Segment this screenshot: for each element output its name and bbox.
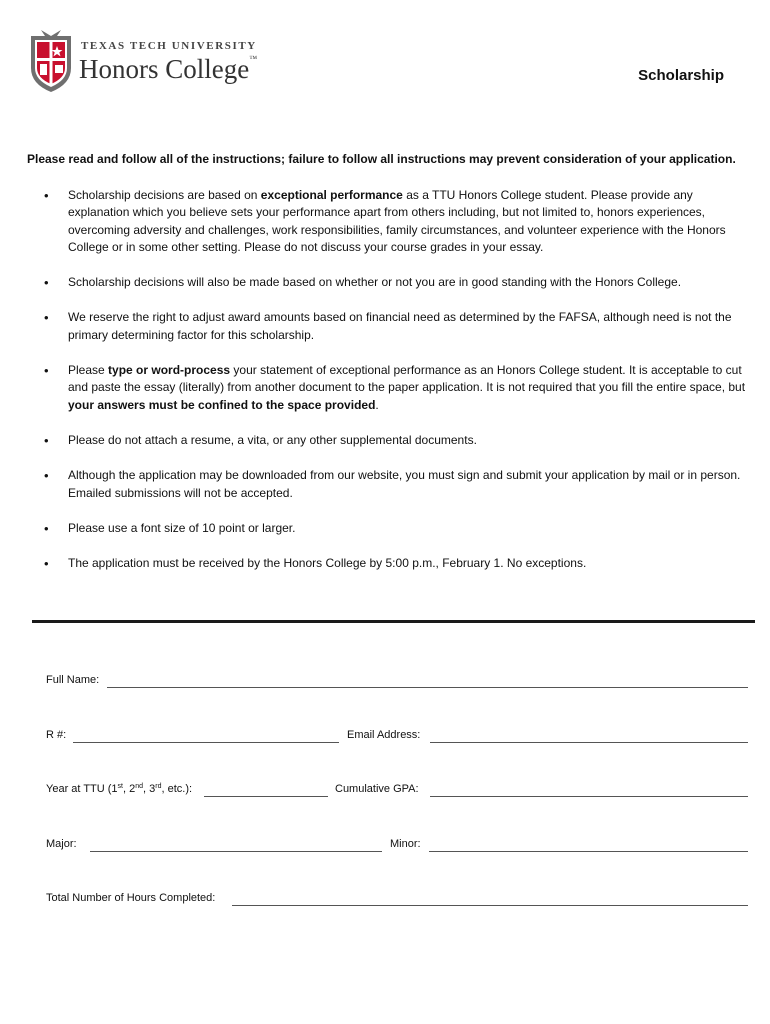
instruction-item [40, 520, 750, 537]
instruction-item [40, 467, 750, 502]
hours-field[interactable] [232, 905, 748, 906]
instruction-item [40, 274, 750, 291]
instruction-text: Please use a font size of 10 point or larger. [68, 520, 296, 535]
ttu-shield-icon [27, 28, 75, 94]
section-divider [32, 620, 755, 623]
minor-field[interactable] [429, 851, 748, 852]
gpa-field[interactable] [430, 796, 748, 797]
page-title: Scholarship [638, 67, 724, 84]
instruction-emphasis: your answers must be confined to the space provided [68, 397, 376, 412]
instruction-item [40, 555, 750, 572]
instruction-text: We reserve the right to adjust award amounts based on financial need as determined by the FAFSA, although need is not the primary determining factor for this scholarship. [68, 310, 732, 342]
instruction-text: your statement of exceptional performance as an Honors College student. It is acceptable to cut and paste the essay (literally) from another document to the paper application. It is not required that you fill the entire space, but [68, 363, 746, 395]
trademark-mark: ™ [249, 54, 258, 63]
year-label-nd: nd [135, 783, 144, 790]
instruction-text: Scholarship decisions will also be made based on whether or not you are in good standing with the Honors College. [68, 275, 682, 290]
instruction-emphasis: type or word-process [108, 363, 231, 378]
full-name-row [46, 674, 748, 690]
instruction-item [40, 187, 750, 256]
full-name-label: Full Name: [46, 674, 100, 686]
instruction-text: as a TTU Honors College student. Please provide any explanation which you believe sets your performance apart from others including, but not limited to, honors experiences, overcoming adversity and challenges, work responsibilities, family circumstances, and volunteer experience with the Honors College or in some other setting. Please do not discuss your course grades in your essay. [68, 188, 726, 254]
year-label-prefix: Year at TTU (1 [46, 783, 118, 795]
instruction-item [40, 362, 750, 414]
year-field[interactable] [204, 796, 328, 797]
full-name-field[interactable] [107, 687, 748, 688]
year-label-suffix: , etc.): [161, 783, 193, 795]
year-label-sep1: , 2 [123, 783, 136, 795]
instruction-text: Please [68, 363, 109, 378]
instruction-item [40, 309, 750, 344]
major-row [46, 838, 748, 854]
year-row [46, 783, 748, 799]
instruction-emphasis: exceptional performance [260, 188, 403, 202]
ttu-honors-logo [27, 28, 267, 98]
instruction-text: The application must be received by the Honors College by 5:00 p.m., February 1. No exceptions. [68, 556, 587, 571]
hours-row [46, 892, 748, 908]
instruction-item [40, 432, 750, 449]
instructions-intro: Please read and follow all of the instructions; failure to follow all instructions may prevent consideration of your application. [27, 152, 736, 166]
email-field[interactable] [430, 742, 748, 743]
r-number-field[interactable] [73, 742, 339, 743]
year-label [46, 783, 192, 795]
r-number-label: R #: [46, 729, 67, 741]
hours-label: Total Number of Hours Completed: [46, 892, 216, 904]
year-label-sep2: , 3 [143, 783, 156, 795]
college-name-text: Honors College [79, 54, 250, 84]
college-name [79, 54, 257, 85]
r-number-row [46, 729, 748, 745]
university-name: TEXAS TECH UNIVERSITY [81, 40, 257, 52]
year-label-st: st [117, 783, 123, 790]
major-label: Major: [46, 838, 77, 850]
instruction-text: Although the application may be downloaded from our website, you must sign and submit your application by mail or in person. Emailed submissions will not be accepted. [68, 468, 741, 500]
gpa-label: Cumulative GPA: [335, 783, 419, 795]
minor-label: Minor: [390, 838, 421, 850]
instructions-list [40, 187, 750, 590]
year-label-rd: rd [155, 783, 162, 790]
major-field[interactable] [90, 851, 382, 852]
instruction-text: Scholarship decisions are based on [68, 188, 261, 202]
instruction-text: Please do not attach a resume, a vita, or any other supplemental documents. [68, 432, 477, 447]
email-label: Email Address: [347, 729, 421, 741]
instruction-text: . [375, 397, 379, 412]
